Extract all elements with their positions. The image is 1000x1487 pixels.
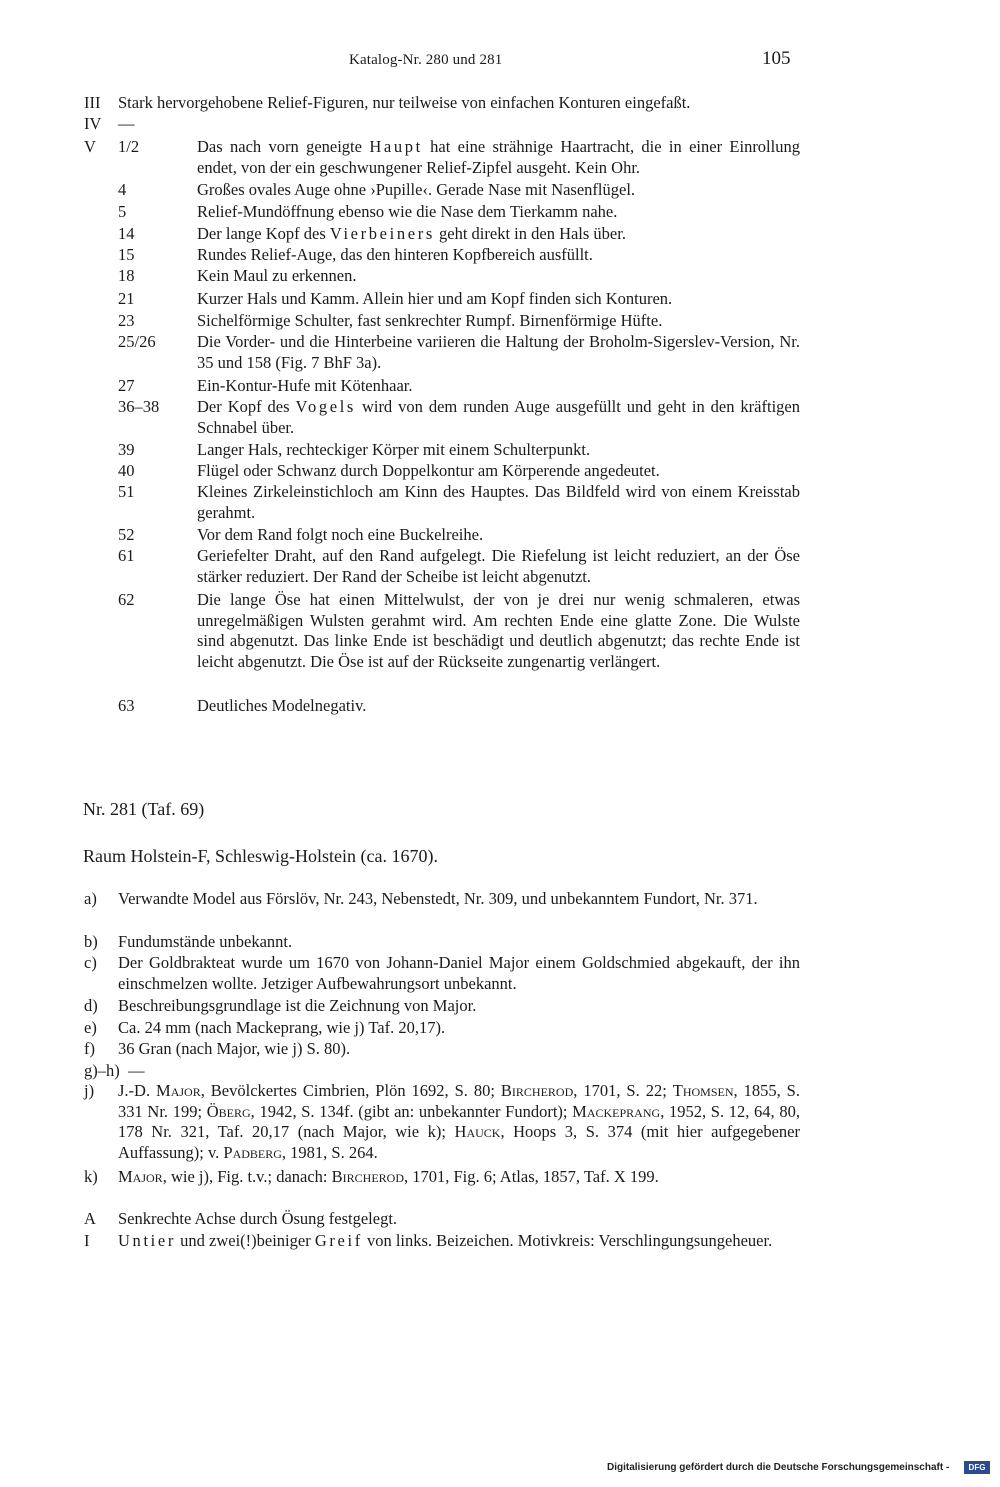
item-number: 61 bbox=[118, 546, 135, 565]
item-label: b) bbox=[84, 932, 98, 951]
section-text: — bbox=[118, 114, 135, 133]
item-text: Rundes Relief-Auge, das den hinteren Kopfbereich ausfüllt. bbox=[197, 245, 593, 264]
item-text: Sichelförmige Schulter, fast senkrechter Rumpf. Birnenförmige Hüfte. bbox=[197, 311, 663, 330]
item-text: Deutliches Modelnegativ. bbox=[197, 696, 367, 715]
item-label: d) bbox=[84, 996, 98, 1015]
item-label: k) bbox=[84, 1167, 98, 1186]
item-text: Der lange Kopf des Vierbeiners geht direkt in den Hals über. bbox=[197, 224, 626, 243]
item-number: 25/26 bbox=[118, 332, 156, 351]
item-text: Der Kopf des Vogels wird von dem runden Auge ausgefüllt und geht in den kräftigen Schnabel über. bbox=[197, 397, 800, 437]
dfg-logo: DFG bbox=[964, 1461, 990, 1474]
running-header-title: Katalog-Nr. 280 und 281 bbox=[349, 52, 503, 68]
footer-credit: Digitalisierung gefördert durch die Deutsche Forschungsgemeinschaft - bbox=[607, 1462, 950, 1473]
item-text: Flügel oder Schwanz durch Doppelkontur am Körperende angedeutet. bbox=[197, 461, 660, 480]
item-label: a) bbox=[84, 889, 97, 908]
item-text: Die lange Öse hat einen Mittelwulst, der von je drei nur wenig schmaleren, etwas unregelmäßigen Wulsten gerahmt wird. Am rechten Ende eine glatte Zone. Die Wulste sind abgenutzt. Das linke Ende ist beschädigt und deutlich abgenutzt; das rechte Ende ist leicht abgenutzt. Die Öse ist auf der Rückseite zungenartig verlängert. bbox=[197, 590, 800, 671]
item-text: Ca. 24 mm (nach Mackeprang, wie j) Taf. 20,17). bbox=[118, 1018, 446, 1037]
item-number: 5 bbox=[118, 202, 127, 221]
item-number: 63 bbox=[118, 696, 135, 715]
code-text: Senkrechte Achse durch Ösung festgelegt. bbox=[118, 1209, 398, 1228]
section-text: Stark hervorgehobene Relief-Figuren, nur teilweise von einfachen Konturen eingefaßt. bbox=[118, 93, 691, 112]
item-number: 21 bbox=[118, 289, 135, 308]
page-number: 105 bbox=[762, 48, 791, 69]
item-number: 36–38 bbox=[118, 397, 160, 416]
item-text: J.-D. Major, Bevölckertes Cimbrien, Plön 1692, S. 80; Bircherod, 1701, S. 22; Thomsen, 1855, S. 331 Nr. 199; Öberg, 1942, S. 134f. (gibt an: unbekannter Fundort); Mackeprang, 1952, S. 12, 64, 80, 178 Nr. 321, Taf. 20,17 (nach Major, wie k); Hauck, Hoops 3, S. 374 (mit hier aufgegebener Auffassung); v. Padberg, 1981, S. 264. bbox=[118, 1081, 800, 1162]
section-label: IV bbox=[84, 114, 102, 133]
item-label: e) bbox=[84, 1018, 97, 1037]
item-text: Ein-Kontur-Hufe mit Kötenhaar. bbox=[197, 376, 413, 395]
item-number: 1/2 bbox=[118, 137, 140, 156]
item-number: 51 bbox=[118, 482, 135, 501]
item-number: 40 bbox=[118, 461, 135, 480]
item-text: Großes ovales Auge ohne ›Pupille‹. Gerade Nase mit Nasenflügel. bbox=[197, 180, 636, 199]
item-number: 27 bbox=[118, 376, 135, 395]
section-label: III bbox=[84, 93, 101, 112]
item-text: Kein Maul zu erkennen. bbox=[197, 266, 357, 285]
item-number: 52 bbox=[118, 525, 135, 544]
item-number: 4 bbox=[118, 180, 127, 199]
item-text: Der Goldbrakteat wurde um 1670 von Johann-Daniel Major einem Goldschmied abgekauft, der ihn einschmelzen wollte. Jetziger Aufbewahrungsort unbekannt. bbox=[118, 953, 800, 993]
item-text: — bbox=[128, 1061, 145, 1080]
item-text: 36 Gran (nach Major, wie j) S. 80). bbox=[118, 1039, 351, 1058]
entry-title: Nr. 281 (Taf. 69) bbox=[83, 799, 205, 819]
item-label: g)–h) bbox=[84, 1061, 120, 1080]
code-label: I bbox=[84, 1231, 90, 1250]
code-label: A bbox=[84, 1209, 96, 1228]
item-label: j) bbox=[84, 1081, 95, 1100]
item-text: Die Vorder- und die Hinterbeine variieren die Haltung der Broholm-Sigerslev-Version, Nr. 35 und 158 (Fig. 7 BhF 3a). bbox=[197, 332, 800, 372]
item-text: Major, wie j), Fig. t.v.; danach: Bircherod, 1701, Fig. 6; Atlas, 1857, Taf. X 199. bbox=[118, 1167, 659, 1186]
item-text: Geriefelter Draht, auf den Rand aufgelegt. Die Riefelung ist leicht reduziert, an der Öse stärker reduziert. Der Rand der Scheibe ist leicht abgenutzt. bbox=[197, 546, 800, 586]
item-text: Kurzer Hals und Kamm. Allein hier und am Kopf finden sich Konturen. bbox=[197, 289, 673, 308]
item-number: 62 bbox=[118, 590, 135, 609]
section-label: V bbox=[84, 137, 96, 156]
item-number: 18 bbox=[118, 266, 135, 285]
item-text: Fundumstände unbekannt. bbox=[118, 932, 293, 951]
item-text: Beschreibungsgrundlage ist die Zeichnung von Major. bbox=[118, 996, 477, 1015]
item-number: 14 bbox=[118, 224, 135, 243]
item-number: 15 bbox=[118, 245, 135, 264]
item-text: Kleines Zirkeleinstichloch am Kinn des Hauptes. Das Bildfeld wird von einem Kreisstab gerahmt. bbox=[197, 482, 800, 522]
item-label: c) bbox=[84, 953, 97, 972]
item-label: f) bbox=[84, 1039, 95, 1058]
item-text: Langer Hals, rechteckiger Körper mit einem Schulterpunkt. bbox=[197, 440, 591, 459]
item-number: 39 bbox=[118, 440, 135, 459]
item-text: Relief-Mundöffnung ebenso wie die Nase dem Tierkamm nahe. bbox=[197, 202, 618, 221]
item-text: Vor dem Rand folgt noch eine Buckelreihe. bbox=[197, 525, 484, 544]
entry-location: Raum Holstein-F, Schleswig-Holstein (ca. 1670). bbox=[83, 846, 439, 866]
code-text: Untier und zwei(!)beiniger Greif von links. Beizeichen. Motivkreis: Verschlingungsungeheuer. bbox=[118, 1231, 773, 1250]
item-number: 23 bbox=[118, 311, 135, 330]
item-text: Das nach vorn geneigte Haupt hat eine strähnige Haartracht, die in einer Einrollung endet, von der ein geschwungener Relief-Zipfel ausgeht. Kein Ohr. bbox=[197, 137, 800, 177]
item-text: Verwandte Model aus Förslöv, Nr. 243, Nebenstedt, Nr. 309, und unbekanntem Fundort, Nr. 371. bbox=[118, 889, 758, 908]
